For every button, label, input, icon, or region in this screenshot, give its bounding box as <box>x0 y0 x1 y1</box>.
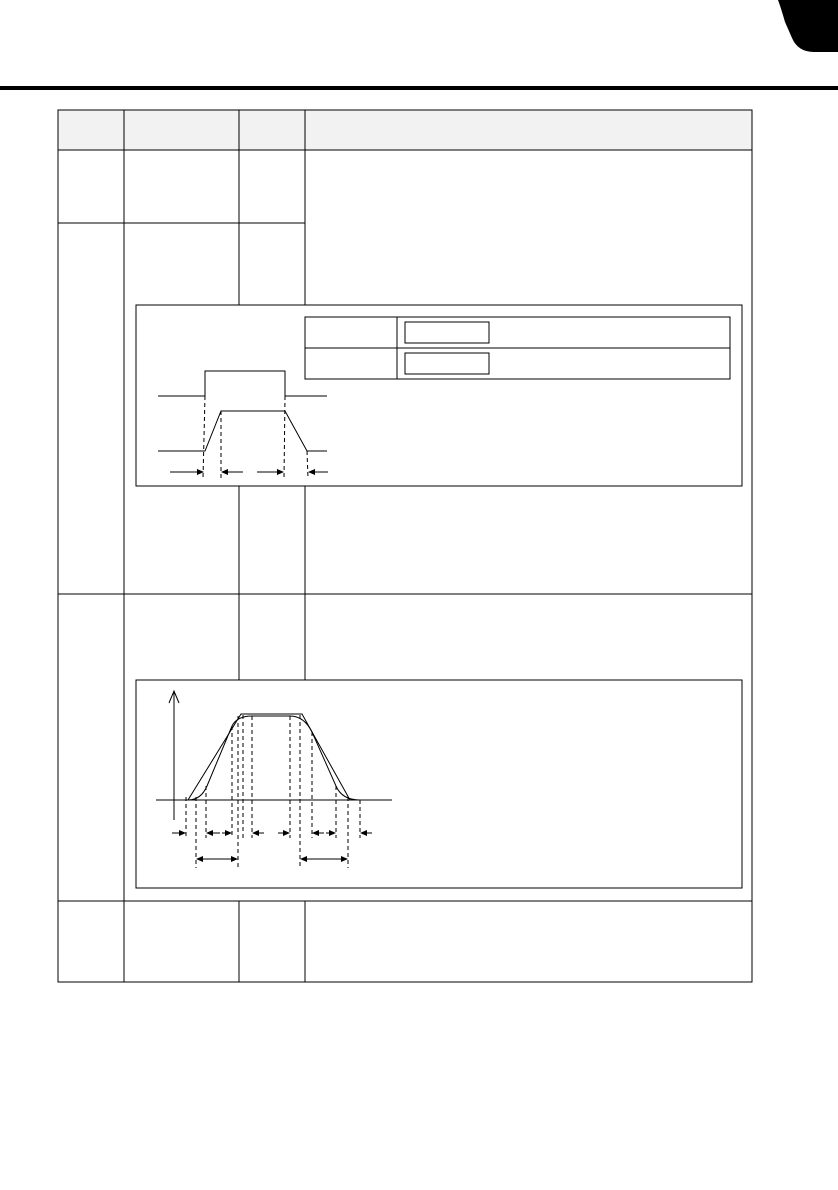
figure-1-frame <box>136 305 742 486</box>
speed-profile-figure-2 <box>136 680 742 888</box>
table-header-row <box>58 110 752 150</box>
timing-figure-1 <box>136 305 742 486</box>
figure-2-frame <box>136 680 742 888</box>
